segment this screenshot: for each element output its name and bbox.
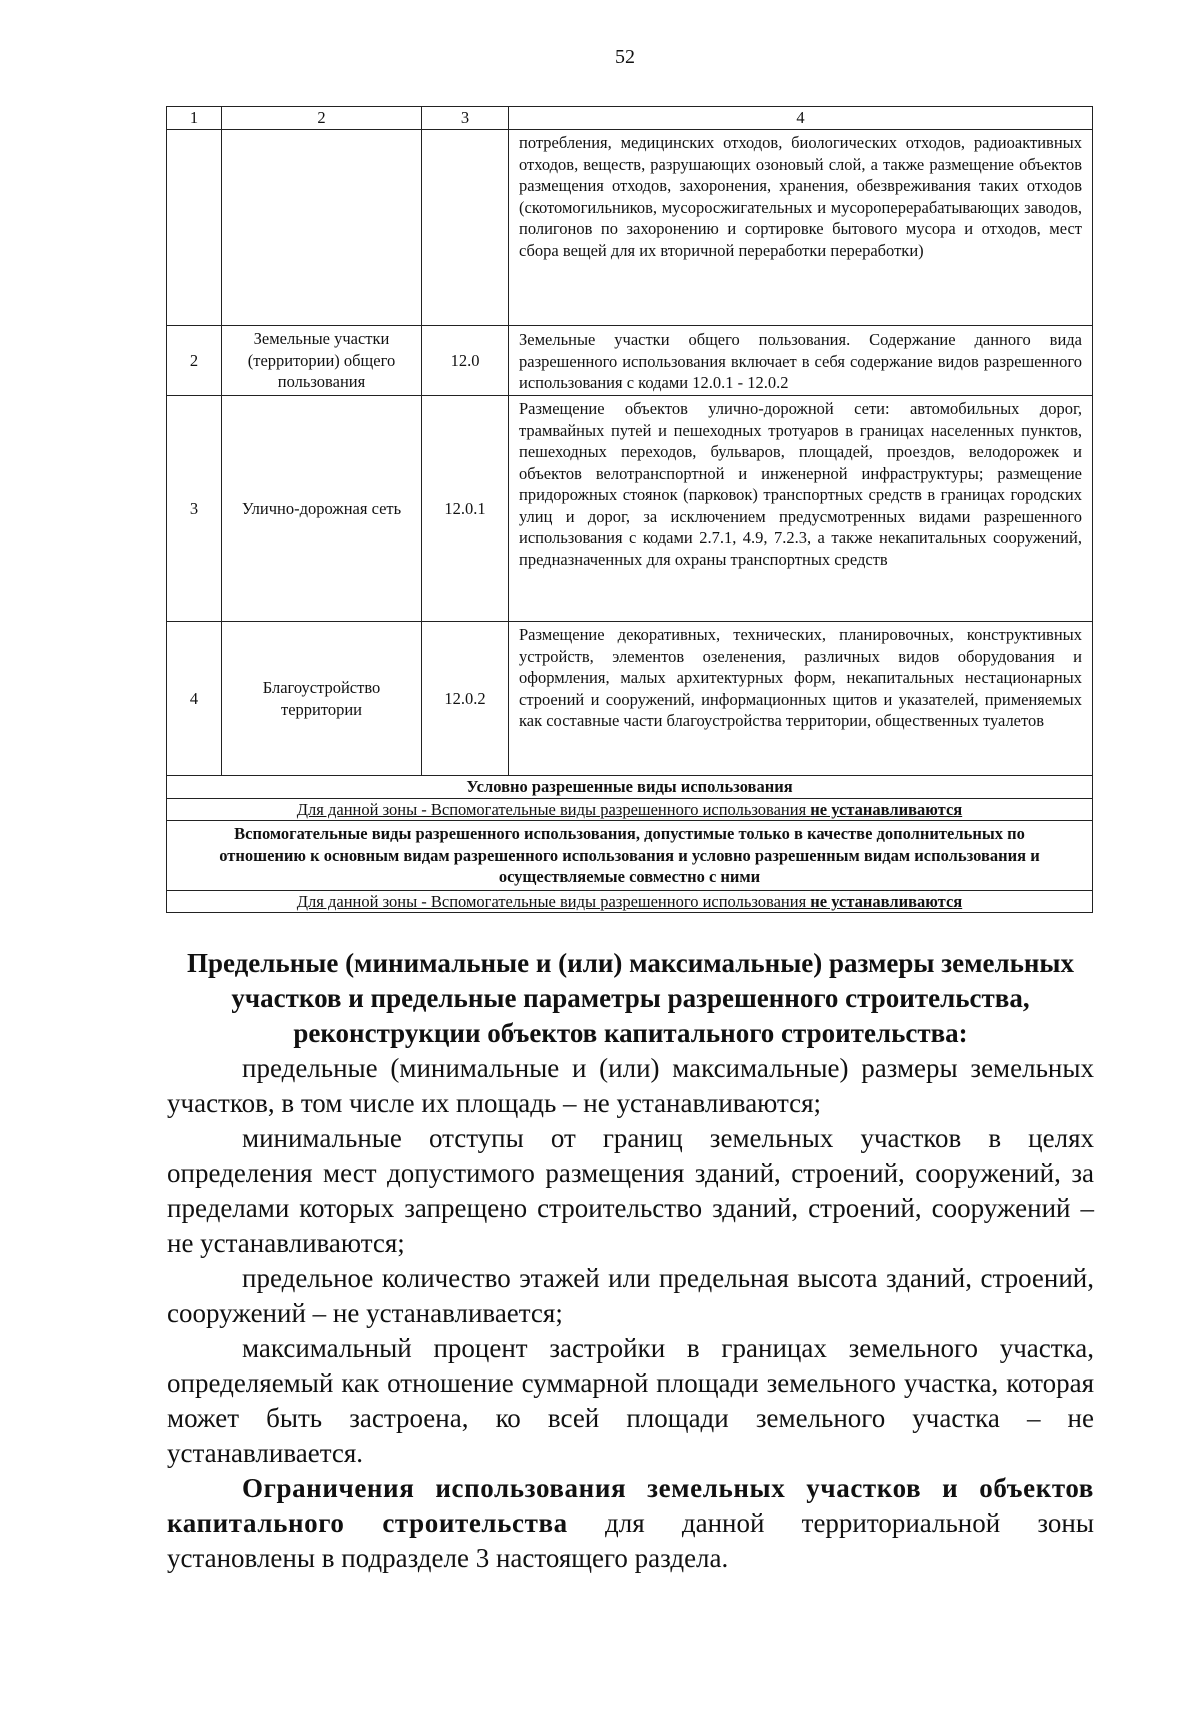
parameters-section <box>167 946 1094 1576</box>
use-code: 12.0 <box>422 326 509 396</box>
table-row <box>167 326 1093 396</box>
section-heading: Предельные (минимальные и (или) максимальные) размеры земельных участков и предельные параметры разрешенного строительства, реконструкции объектов капитального строительства: <box>186 948 1075 1048</box>
use-name: Земельные участки (территории) общего пользования <box>222 326 422 396</box>
use-code <box>422 130 509 326</box>
use-name: Улично-дорожная сеть <box>222 396 422 622</box>
table-header-row <box>167 107 1093 130</box>
use-name <box>222 130 422 326</box>
use-name: Благоустройство территории <box>222 622 422 776</box>
column-header: 1 <box>167 107 222 130</box>
land-use-table <box>166 106 1093 913</box>
auxiliary-uses-header-row <box>167 821 1093 891</box>
use-description: Размещение объектов улично-дорожной сети: автомобильных дорог, трамвайных путей и пешеходных тротуаров в границах населенных пунктов, пешеходных переходов, бульваров, площадей, проездов, велодорожек и объектов велотранспортной и инженерной инфраструктуры; размещение придорожных стоянок (парковок) транспортных средств в границах городских улиц и дорог, за исключением предусмотренных видами разрешенного использования с кодами 2.7.1, 4.9, 7.2.3, а также некапитальных сооружений, предназначенных для охраны транспортных средств <box>509 396 1093 622</box>
restrictions-rest: для данной территориальной зоны установлены в подразделе 3 настоящего раздела. <box>167 1508 1094 1573</box>
row-number: 3 <box>167 396 222 622</box>
note-bold: не устанавливаются <box>810 891 963 911</box>
column-header: 2 <box>222 107 422 130</box>
use-description: Размещение декоративных, технических, планировочных, конструктивных устройств, элементов озеленения, различных видов оборудования и оформления, малых архитектурных форм, некапитальных нестационарных строений и сооружений, информационных щитов и указателей, применяемых как составные части благоустройства территории, общественных туалетов <box>509 622 1093 776</box>
conditional-uses-header: Условно разрешенные виды использования <box>167 776 1093 799</box>
conditional-uses-header-row <box>167 776 1093 799</box>
restrictions-bold: Ограничения использования земельных участков и объектов капитального строительства <box>167 1473 1094 1538</box>
paragraph: предельное количество этажей или предельная высота зданий, строений, сооружений – не устанавливается; <box>167 1263 1094 1328</box>
use-code: 12.0.2 <box>422 622 509 776</box>
table-row <box>167 622 1093 776</box>
column-header: 3 <box>422 107 509 130</box>
column-header: 4 <box>509 107 1093 130</box>
paragraph: максимальный процент застройки в границах земельного участка, определяемый как отношение суммарной площади земельного участка, которая может быть застроена, ко всей площади земельного участка – не устанавливается. <box>167 1333 1094 1468</box>
auxiliary-uses-header: Вспомогательные виды разрешенного использования, допустимые только в качестве дополнительных по отношению к основным видам разрешенного использования и условно разрешенным видам использования и осуществляемые совместно с ними <box>167 821 1093 891</box>
row-number: 2 <box>167 326 222 396</box>
row-number <box>167 130 222 326</box>
use-description: потребления, медицинских отходов, биологических отходов, радиоактивных отходов, веществ, разрушающих озоновый слой, а также размещение объектов размещения отходов, захоронения, хранения, обезвреживания таких отходов (скотомогильников, мусоросжигательных и мусороперерабатывающих заводов, полигонов по захоронению и сортировке бытового мусора и отходов, мест сбора вещей для их вторичной переработки переработки) <box>509 130 1093 326</box>
note-bold: не устанавливаются <box>810 799 963 819</box>
table-row <box>167 130 1093 326</box>
auxiliary-uses-note <box>167 890 1093 913</box>
restrictions-paragraph <box>167 1471 1094 1576</box>
conditional-uses-note <box>167 798 1093 821</box>
paragraph: предельные (минимальные и (или) максимальные) размеры земельных участков, в том числе их площадь – не устанавливаются; <box>167 1053 1094 1118</box>
use-code: 12.0.1 <box>422 396 509 622</box>
use-description: Земельные участки общего пользования. Содержание данного вида разрешенного использования включает в себя содержание видов разрешенного использования с кодами 12.0.1 - 12.0.2 <box>509 326 1093 396</box>
row-number: 4 <box>167 622 222 776</box>
auxiliary-uses-note-row <box>167 890 1093 913</box>
conditional-uses-note-row <box>167 798 1093 821</box>
note-prefix: Для данной зоны - Вспомогательные виды разрешенного использования <box>296 799 811 819</box>
note-prefix: Для данной зоны - Вспомогательные виды разрешенного использования <box>296 891 811 911</box>
page-number: 52 <box>615 46 635 68</box>
paragraph: минимальные отступы от границ земельных участков в целях определения мест допустимого размещения зданий, строений, сооружений, за пределами которых запрещено строительство зданий, строений, сооружений – не устанавливаются; <box>167 1123 1094 1258</box>
table-row <box>167 396 1093 622</box>
